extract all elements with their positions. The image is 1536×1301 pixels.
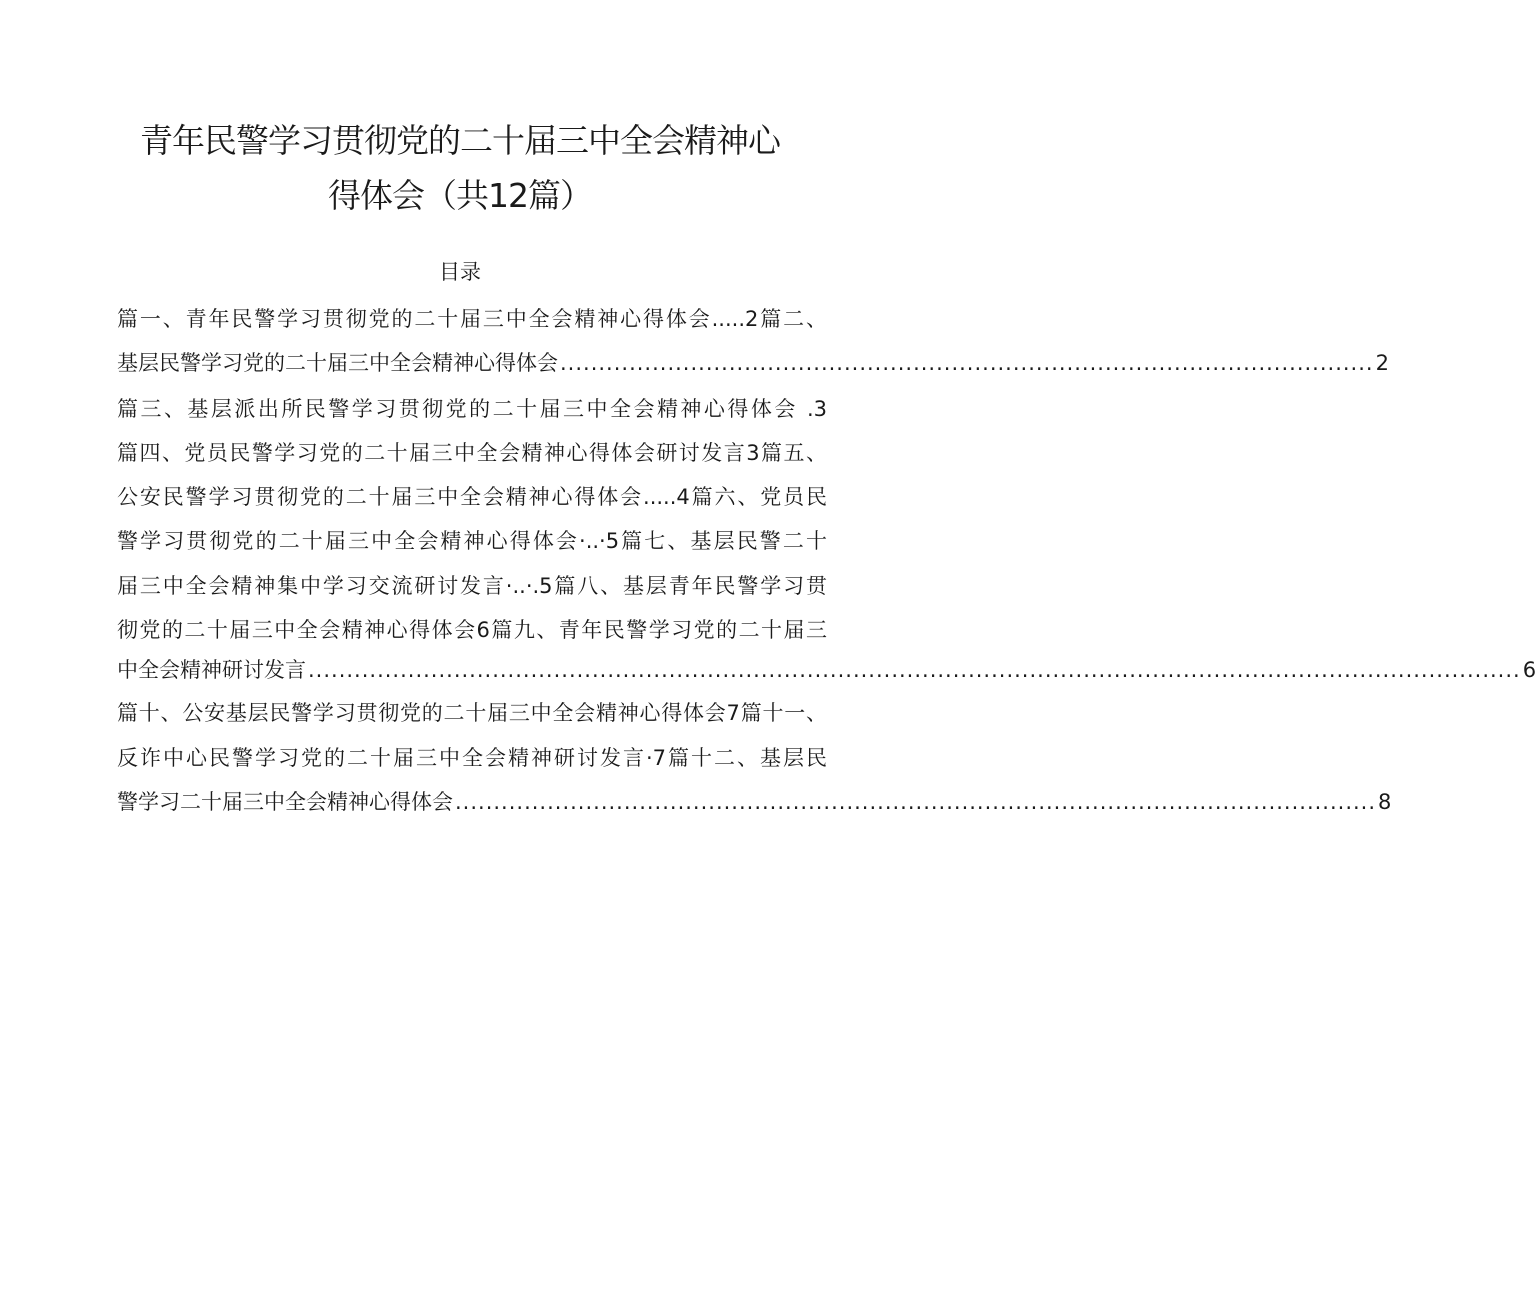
document-title-line-1: 青年民警学习贯彻党的二十届三中全会精神心 [140, 121, 780, 160]
toc-line[interactable]: 篇一、青年民警学习贯彻党的二十届三中全会精神心得体会.....2篇二、 [117, 307, 827, 331]
toc-leader-dots: .............................................................................................................................................................. [308, 658, 1521, 682]
toc-entry-title: 基层民警学习党的二十届三中全会精神心得体会 [117, 351, 558, 375]
toc-leader-dots: ........................................................................................................................ [455, 790, 1377, 814]
toc-page-number: 6 [1522, 658, 1536, 682]
toc-page-number: 2 [1375, 351, 1389, 375]
toc-entry-title: 中全会精神研讨发言 [117, 658, 306, 682]
toc-line[interactable]: 反诈中心民警学习党的二十届三中全会精神研讨发言·7篇十二、基层民 [117, 746, 827, 770]
toc-line[interactable]: 届三中全会精神集中学习交流研讨发言·..·.5篇八、基层青年民警学习贯 [117, 574, 827, 598]
toc-page-number: 8 [1378, 790, 1392, 814]
document-title-line-2: 得体会（共12篇） [328, 176, 592, 215]
toc-line[interactable] [117, 785, 1392, 819]
toc-line[interactable]: 篇三、基层派出所民警学习贯彻党的二十届三中全会精神心得体会 .3 [117, 397, 827, 421]
toc-line[interactable]: 篇四、党员民警学习党的二十届三中全会精神心得体会研讨发言3篇五、 [117, 441, 827, 465]
toc-entry-title: 警学习二十届三中全会精神心得体会 [117, 790, 453, 814]
toc-line[interactable] [117, 346, 1389, 380]
toc-leader-dots: .......................................................................................................... [560, 351, 1374, 375]
toc-line[interactable] [117, 653, 1536, 687]
toc-heading: 目录 [439, 260, 481, 284]
toc-line[interactable]: 篇十、公安基层民警学习贯彻党的二十届三中全会精神心得体会7篇十一、 [117, 701, 827, 725]
toc-line[interactable]: 彻党的二十届三中全会精神心得体会6篇九、青年民警学习党的二十届三 [117, 618, 827, 642]
toc-line[interactable]: 公安民警学习贯彻党的二十届三中全会精神心得体会.....4篇六、党员民 [117, 485, 827, 509]
toc-line[interactable]: 警学习贯彻党的二十届三中全会精神心得体会·..·5篇七、基层民警二十 [117, 529, 827, 553]
